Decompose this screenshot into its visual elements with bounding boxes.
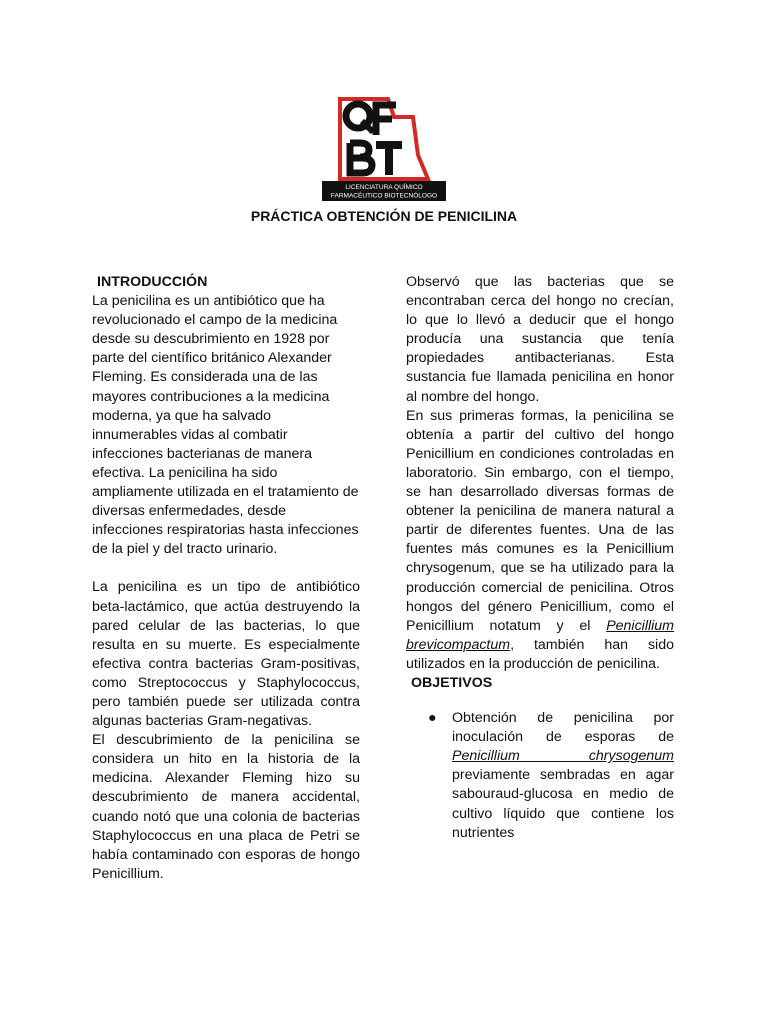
right-paragraph-2-text: En sus primeras formas, la penicilina se obtenía a partir del cultivo del hongo Penicillium en condiciones controladas en laboratorio. Sin embargo, con el tiempo, se han desarrollado diversas formas de obtener la penicilina de manera natural a partir de diferentes fuentes. Una de las fuentes más comunes es la Penicillium chrysogenum, que se ha utilizado para la producción comercial de penicilina. Otros hongos del género Penicillium, como el Penicillium notatum y el xyxy=(406,407,674,634)
objective-text xyxy=(452,709,674,843)
objective-text-b: previamente sembradas en agar sabouraud-glucosa en medio de cultivo líquido que contiene los nutrientes xyxy=(452,767,674,841)
right-paragraph-2 xyxy=(406,407,674,674)
species-chrysogenum: Penicillium chrysogenum xyxy=(452,748,674,765)
right-paragraph-1: Observó que las bacterias que se encontraban cerca del hongo no crecían, lo que lo llevó a deducir que el hongo producía una sustancia que tenía propiedades antibacterianas. Esta sustancia fue llamada penicilina en honor al nombre del hongo. xyxy=(406,274,674,405)
objective-item xyxy=(406,709,674,843)
left-column xyxy=(92,273,360,884)
introduccion-heading: INTRODUCCIÓN xyxy=(97,274,208,290)
objective-text-a: Obtención de penicilina por inoculación de esporas de xyxy=(452,710,674,746)
intro-paragraph-1: La penicilina es un antibiótico que ha revolucionado el campo de la medicina desde su descubrimiento en 1928 por parte del científico británico Alexander Fleming. Es considerada una de las mayores contribuciones a la medicina moderna, ya que ha salvado innumerables vidas al combatir infecciones bacterianas de manera efectiva. La penicilina ha sido ampliamente utilizada en el tratamiento de diversas enfermedades, desde infecciones respiratorias hasta infecciones de la piel y del tracto urinario. xyxy=(92,293,359,558)
objetivos-heading: OBJETIVOS xyxy=(411,674,493,691)
right-column xyxy=(406,273,674,843)
bullet-icon: ● xyxy=(428,710,437,727)
logo-caption-2: FARMACÉUTICO BIOTECNÓLOGO xyxy=(330,192,438,200)
intro-paragraph-2: La penicilina es un tipo de antibiótico beta-lactámico, que actúa destruyendo la pared celular de las bacterias, lo que resulta en su muerte. Es especialmente efectiva contra bacterias Gram-positivas, como Streptococcus y Staphylococcus, pero también puede ser utilizada contra algunas bacterias Gram-negativas. xyxy=(92,579,360,730)
qfbt-logo xyxy=(318,95,450,207)
right-paragraph-2-end: , también han sido utilizados en la producción de penicilina. xyxy=(406,636,674,672)
intro-paragraph-3: El descubrimiento de la penicilina se considera un hito en la historia de la medicina. Alexander Fleming hizo su descubrimiento de manera accidental, cuando notó que una colonia de bacterias Staphylococcus en una placa de Petri se había contaminado con esporas de hongo Penicillium. xyxy=(92,732,360,882)
logo-caption-1: LICENCIATURA QUÍMICO xyxy=(345,184,423,191)
qfbt-logo-graphic xyxy=(318,95,450,207)
page-title: PRÁCTICA OBTENCIÓN DE PENICILINA xyxy=(250,208,518,224)
species-brevicompactum: Penicillium brevicompactum xyxy=(406,617,674,653)
